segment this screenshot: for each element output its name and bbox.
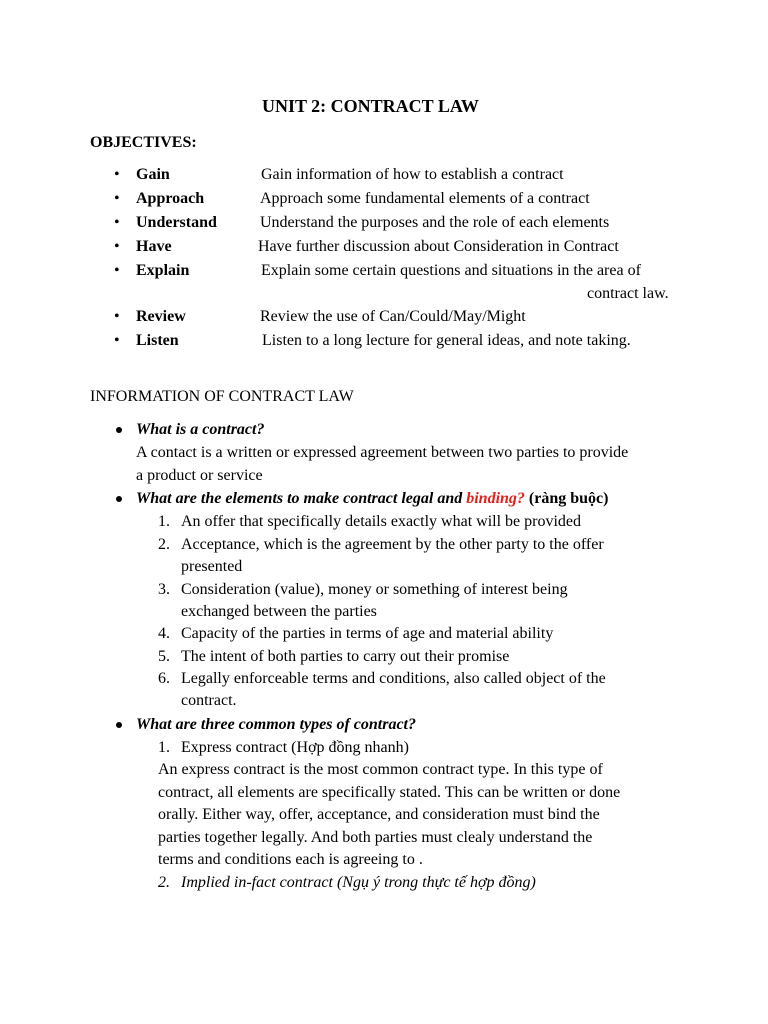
list-number: 1. (158, 739, 170, 756)
list-number: 1. (158, 513, 170, 530)
list-number: 4. (158, 625, 170, 642)
list-item-cont: exchanged between the parties (181, 603, 377, 620)
objective-desc: Understand the purposes and the role of each elements (260, 214, 610, 231)
list-item: An offer that specifically details exactly what will be provided (181, 513, 582, 530)
bullet-icon: • (114, 308, 120, 325)
list-item-cont: contract. (181, 692, 237, 709)
question-text: What are the elements to make contract legal and (136, 490, 467, 507)
list-item: Capacity of the parties in terms of age and material ability (181, 625, 554, 642)
list-item-cont: presented (181, 558, 243, 575)
objective-term: Review (136, 308, 186, 325)
list-item: Express contract (Hợp đồng nhanh) (181, 739, 409, 756)
highlight-binding: binding (466, 490, 517, 507)
bullet-icon: • (114, 332, 120, 349)
objective-desc: Review the use of Can/Could/May/Might (260, 308, 526, 325)
paragraph-line: terms and conditions each is agreeing to . (158, 851, 423, 868)
question-what-is-contract: What is a contract? (136, 421, 265, 438)
objective-term: Gain (136, 166, 170, 183)
list-number: 5. (158, 648, 170, 665)
list-number: 2. (158, 874, 170, 891)
list-number: 2. (158, 536, 170, 553)
question-mark: ? (516, 490, 525, 507)
objectives-heading: OBJECTIVES: (90, 134, 197, 151)
bullet-icon: • (114, 214, 120, 231)
objective-term: Understand (136, 214, 217, 231)
objective-term: Have (136, 238, 172, 255)
bullet-icon: • (114, 262, 120, 279)
list-number: 6. (158, 670, 170, 687)
answer-line: A contact is a written or expressed agreement between two parties to provide (136, 444, 629, 461)
vietnamese-gloss: (ràng buộc) (524, 490, 609, 507)
section-heading: INFORMATION OF CONTRACT LAW (90, 388, 354, 405)
paragraph-line: orally. Either way, offer, acceptance, and consideration must bind the (158, 806, 600, 823)
paragraph-line: parties together legally. And both parties must clealy understand the (158, 829, 593, 846)
bullet-icon: • (114, 166, 120, 183)
question-types: What are three common types of contract? (136, 716, 416, 733)
paragraph-line: contract, all elements are specifically stated. This can be written or done (158, 784, 621, 801)
list-item: Acceptance, which is the agreement by the other party to the offer (181, 536, 604, 553)
list-item: Legally enforceable terms and conditions, also called object of the (181, 670, 606, 687)
list-item: Consideration (value), money or something of interest being (181, 581, 568, 598)
question-elements (136, 487, 608, 510)
objective-desc: Approach some fundamental elements of a contract (260, 190, 590, 207)
objective-term: Listen (136, 332, 179, 349)
bullet-icon: • (114, 238, 120, 255)
objective-term: Explain (136, 262, 190, 279)
objective-term: Approach (136, 190, 205, 207)
paragraph-line: An express contract is the most common contract type. In this type of (158, 761, 603, 778)
bullet-dot-icon (116, 722, 122, 728)
objective-desc-continued: contract law. (587, 285, 669, 302)
objective-desc: Gain information of how to establish a contract (261, 166, 564, 183)
list-item-implied: Implied in-fact contract (Ngụ ý trong thực tế hợp đồng) (181, 874, 536, 891)
objective-desc: Have further discussion about Consideration in Contract (258, 238, 619, 255)
list-number: 3. (158, 581, 170, 598)
page-title: UNIT 2: CONTRACT LAW (262, 96, 479, 116)
bullet-dot-icon (116, 427, 122, 433)
answer-line: a product or service (136, 467, 263, 484)
bullet-icon: • (114, 190, 120, 207)
list-item: The intent of both parties to carry out their promise (181, 648, 510, 665)
objective-desc: Listen to a long lecture for general ideas, and note taking. (262, 332, 631, 349)
bullet-dot-icon (116, 496, 122, 502)
objective-desc: Explain some certain questions and situations in the area of (261, 262, 641, 279)
